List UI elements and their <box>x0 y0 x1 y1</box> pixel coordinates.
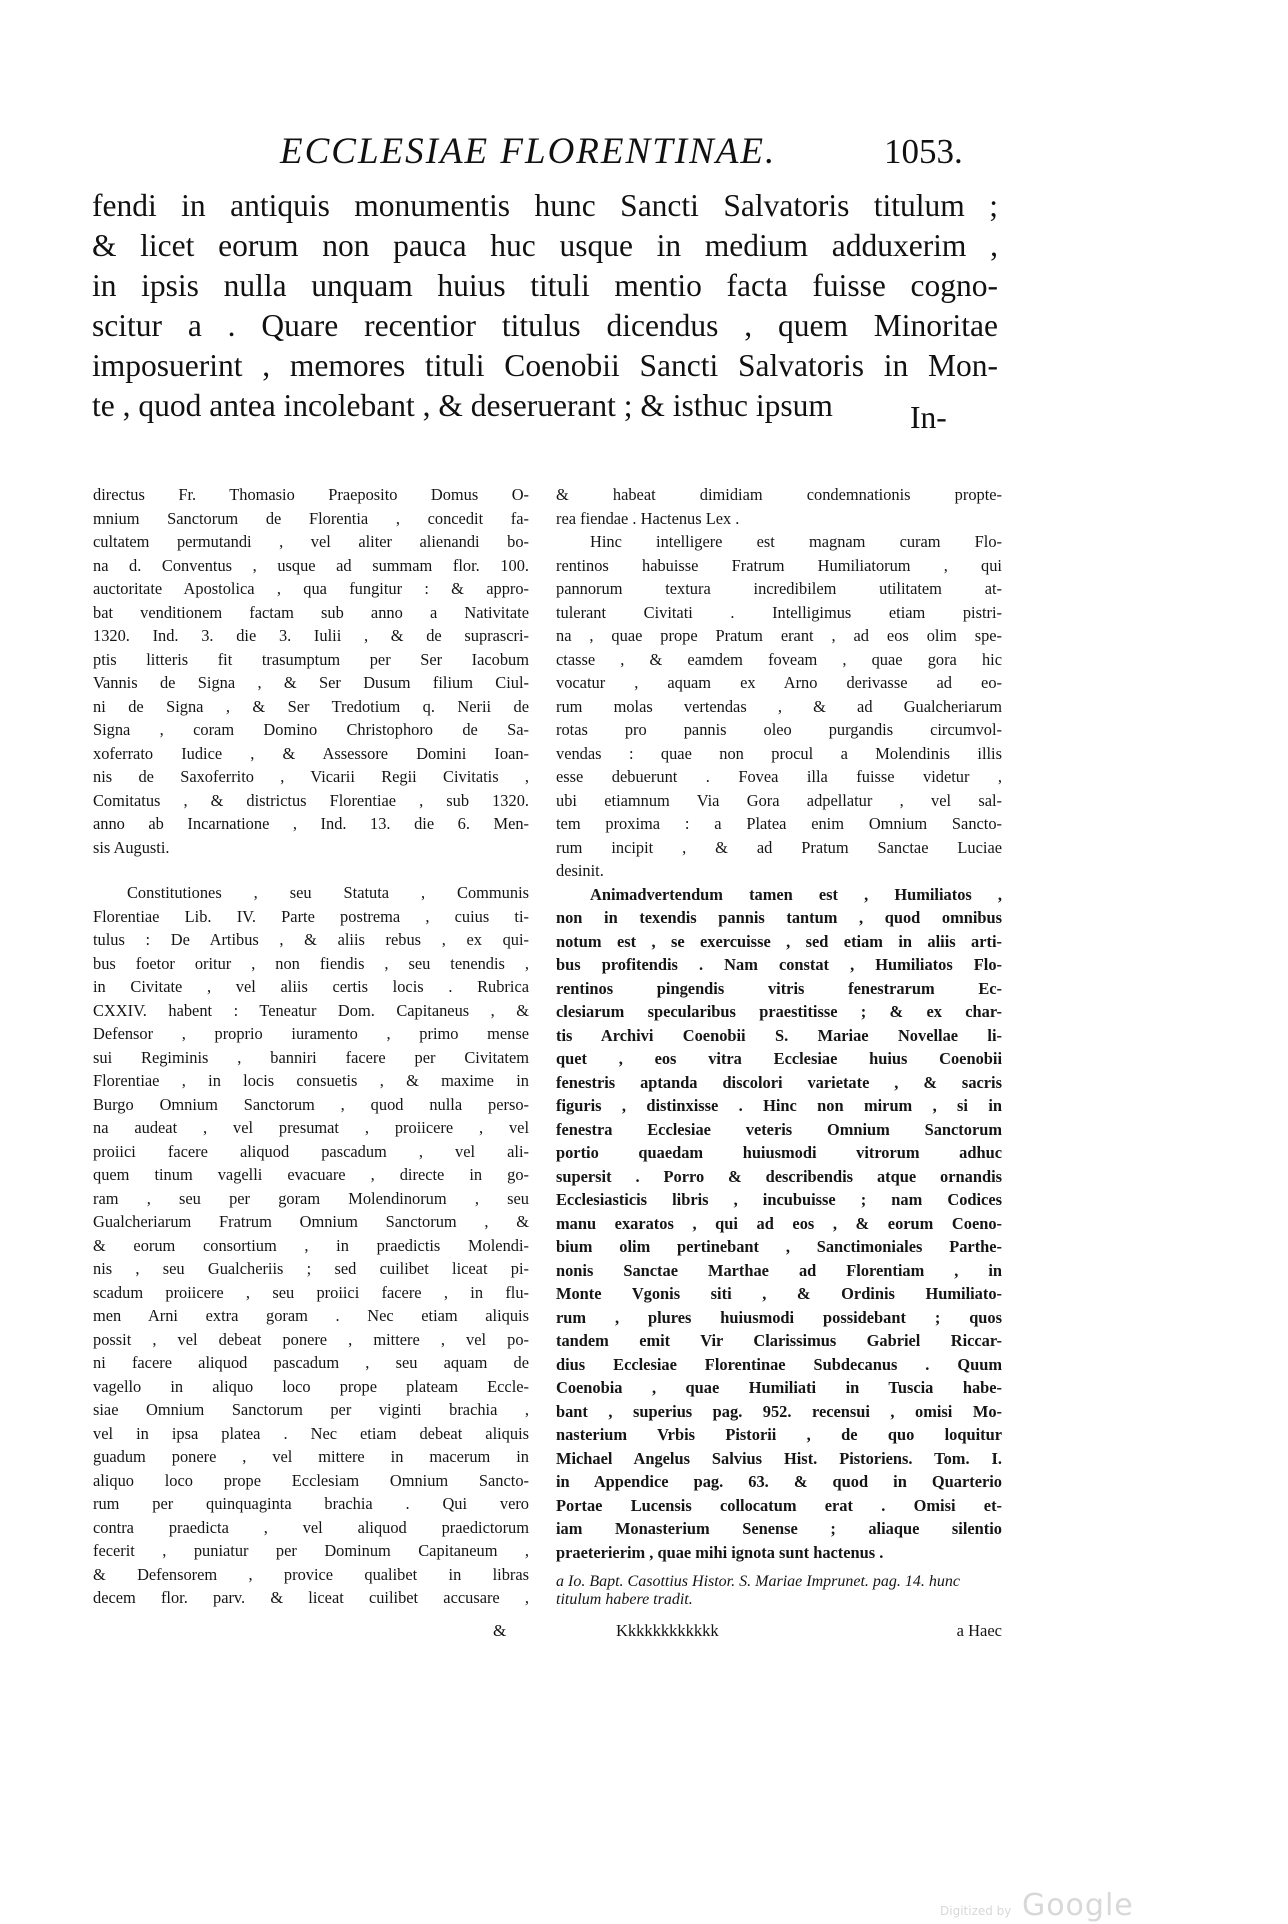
left-column-line: aliquo loco prope Ecclesiam Omnium Sancto- <box>93 1470 529 1490</box>
left-column-line: Constitutiones , seu Statuta , Communis <box>127 883 529 902</box>
right-column-line: Hinc intelligere est magnam curam Flo- <box>590 532 1002 551</box>
left-column-line: rum per quinquaginta brachia . Qui vero <box>93 1494 529 1513</box>
right-column-line: rea fiendae . Hactenus Lex . <box>556 508 740 528</box>
right-column-line: pannorum textura incredibilem utilitatem at- <box>556 579 1002 598</box>
paragraph-gap <box>93 859 529 881</box>
right-column-line: Animadvertendum tamen est , Humiliatos , <box>590 884 1002 904</box>
left-column-line: ni facere aliquod pascadum , seu aquam de <box>93 1353 529 1372</box>
signature-mark: Kkkkkkkkkkkk <box>616 1621 719 1640</box>
left-column-line: Defensor , proprio iuramento , primo mense <box>93 1024 529 1043</box>
left-column-line: Vannis de Signa , & Ser Dusum filium Ciul- <box>93 673 529 692</box>
footnote: a Io. Bapt. Casottius Histor. S. Mariae Imprunet. pag. 14. hunc titulum habere tradit. <box>556 1573 960 1608</box>
right-column-line: nasterium Vrbis Pistorii , de quo loquitur <box>556 1425 1002 1444</box>
right-column-line: dius Ecclesiae Florentinae Subdecanus . Quum <box>556 1354 1002 1374</box>
main-catchword: In- <box>910 400 947 435</box>
left-column-line: Florentiae Lib. IV. Parte postrema , cuius ti- <box>93 906 529 926</box>
left-column-line: Signa , coram Domino Christophoro de Sa- <box>93 720 529 739</box>
right-column-line: desinit. <box>556 861 604 880</box>
left-column-line: decem flor. parv. & liceat cuilibet accusare , <box>93 1588 529 1607</box>
right-column-line: in Appendice pag. 63. & quod in Quarterio <box>556 1472 1002 1491</box>
left-column-line: proiici facere aliquod pascadum , vel ali- <box>93 1141 529 1161</box>
right-column-line: vocatur , aquam ex Arno derivasse ad eo- <box>556 673 1002 692</box>
right-column-line: tulerant Civitati . Intelligimus etiam pistri- <box>556 602 1002 622</box>
right-column-line: non in texendis pannis tantum , quod omnibus <box>556 908 1002 927</box>
left-column-line: fecerit , puniatur per Dominum Capitaneum , <box>93 1541 529 1560</box>
watermark-logo-text: Google <box>1021 1888 1134 1923</box>
main-text-line: in ipsis nulla unquam huius tituli mentio facta fuisse cogno- <box>92 268 998 303</box>
right-column-line: nonis Sanctae Marthae ad Florentiam , in <box>556 1260 1002 1280</box>
left-column-line: na d. Conventus , usque ad summam flor. 100. <box>93 555 529 575</box>
left-column-line: Gualcheriarum Fratrum Omnium Sanctorum , & <box>93 1212 529 1231</box>
digitization-watermark <box>940 1888 1134 1923</box>
left-catchword: & <box>493 1621 507 1640</box>
right-column-line: tem proxima : a Platea enim Omnium Sancto- <box>556 814 1002 833</box>
right-column-line: figuris , distinxisse . Hinc non mirum , si in <box>556 1096 1002 1115</box>
right-catchword: a Haec <box>956 1621 1002 1640</box>
left-column-line: vel in ipsa platea . Nec etiam debeat aliquis <box>93 1423 529 1443</box>
left-column-line: sis Augusti. <box>93 837 170 857</box>
right-column <box>556 483 1002 1564</box>
right-column-line: supersit . Porro & describendis atque ornandis <box>556 1166 1002 1186</box>
left-column-line: possit , vel debeat ponere , mittere , vel po- <box>93 1329 529 1349</box>
left-column-line: ni de Signa , & Ser Tredotium q. Nerii de <box>93 696 529 716</box>
left-column-line: sui Regiminis , banniri facere per Civitatem <box>93 1047 529 1067</box>
left-column-line: auctoritate Apostolica , qua fungitur : & appro- <box>93 579 529 598</box>
right-column-line: quet , eos vitra Ecclesiae huius Coenobii <box>556 1049 1002 1068</box>
left-column-line: vagello in aliquo loco prope plateam Eccle- <box>93 1376 529 1396</box>
main-text-line: & licet eorum non pauca huc usque in medium adduxerim , <box>92 228 998 263</box>
left-column-line: tulus : De Artibus , & aliis rebus , ex qui- <box>93 930 529 949</box>
right-column-line: vendas : quae non procul a Molendinis illis <box>556 743 1002 763</box>
right-column-line: bium olim pertinebant , Sanctimoniales Parthe- <box>556 1237 1002 1256</box>
signature-line <box>556 1621 1002 1645</box>
left-column-line: ram , seu per goram Molendinorum , seu <box>93 1188 529 1208</box>
left-column-line: siae Omnium Sanctorum per viginti brachia , <box>93 1400 529 1419</box>
right-column-line: clesiarum specularibus praestitisse ; & ex char- <box>556 1002 1002 1021</box>
left-column-line: contra praedicta , vel aliquod praedictorum <box>93 1517 529 1537</box>
right-column-line: rum molas vertendas , & ad Gualcheriarum <box>556 696 1002 716</box>
left-column-line: na audeat , vel presumat , proiicere , vel <box>93 1118 529 1137</box>
main-text-line: imposuerint , memores tituli Coenobii Sancti Salvatoris in Mon- <box>92 348 998 383</box>
right-column-line: rentinos habuisse Fratrum Humiliatorum , qui <box>556 555 1002 575</box>
left-column-line: & eorum consortium , in praedictis Molendi- <box>93 1235 529 1255</box>
left-column-line: cultatem permutandi , vel aliter alienandi bo- <box>93 532 529 551</box>
right-column-line: rum , plures huiusmodi possidebant ; quos <box>556 1307 1002 1327</box>
right-column-line: Monte Vgonis siti , & Ordinis Humiliato- <box>556 1284 1002 1303</box>
right-column-line: Ecclesiasticis libris , incubuisse ; nam Codices <box>556 1190 1002 1209</box>
main-text-block <box>92 186 998 426</box>
right-column-line: na , quae prope Pratum erant , ad eos olim spe- <box>556 626 1002 645</box>
left-column-line: nis , seu Gualcheriis ; sed cuilibet liceat pi- <box>93 1259 529 1278</box>
left-column-line: men Arni extra goram . Nec etiam aliquis <box>93 1306 529 1325</box>
running-title: ECCLESIAE FLORENTINAE. <box>280 131 777 172</box>
main-text-line: fendi in antiquis monumentis hunc Sancti Salvatoris titulum ; <box>92 188 998 223</box>
right-column-line: & habeat dimidiam condemnationis propte- <box>556 485 1002 504</box>
right-column-line: bant , superius pag. 952. recensui , omisi Mo- <box>556 1401 1002 1421</box>
right-column-line: Michael Angelus Salvius Hist. Pistoriens. Tom. I. <box>556 1448 1002 1468</box>
right-column-line: notum est , se exercuisse , sed etiam in aliis arti- <box>556 931 1002 951</box>
left-column-line: xoferrato Iudice , & Assessore Domini Ioan- <box>93 743 529 763</box>
left-column <box>93 483 529 1610</box>
left-column-line: bus foetor oritur , non fiendis , seu tenendis , <box>93 953 529 973</box>
left-column-line: mnium Sanctorum de Florentia , concedit fa- <box>93 508 529 528</box>
right-column-line: ctasse , & eamdem foveam , quae gora hic <box>556 649 1002 669</box>
right-column-line: tandem emit Vir Clarissimus Gabriel Riccar- <box>556 1331 1002 1350</box>
left-column-line: directus Fr. Thomasio Praeposito Domus O- <box>93 485 529 504</box>
right-column-line: rotas pro pannis oleo purgandis circumvol- <box>556 720 1002 739</box>
main-text-line: te , quod antea incolebant , & deseruerant ; & isthuc ipsum <box>92 388 833 423</box>
watermark-small-text: Digitized by <box>940 1904 1012 1918</box>
left-column-line: CXXIV. habent : Teneatur Dom. Capitaneus , & <box>93 1000 529 1020</box>
main-text-line: scitur a . Quare recentior titulus dicendus , quem Minoritae <box>92 308 998 343</box>
left-column-line: & Defensorem , provice qualibet in libras <box>93 1564 529 1584</box>
left-column-line: quem tinum vagelli evacuare , directe in go- <box>93 1165 529 1184</box>
right-column-line: manu exaratos , qui ad eos , & eorum Coeno- <box>556 1213 1002 1233</box>
right-column-line: tis Archivi Coenobii S. Mariae Novellae li- <box>556 1025 1002 1045</box>
right-column-line: bus profitendis . Nam constat , Humiliatos Flo- <box>556 955 1002 974</box>
left-column-line: bat venditionem factam sub anno a Nativitate <box>93 602 529 622</box>
right-column-line: fenestris aptanda discolori varietate , & sacris <box>556 1072 1002 1092</box>
left-column-line: in Civitate , vel aliis certis locis . Rubrica <box>93 977 529 996</box>
right-column-line: fenestra Ecclesiae veteris Omnium Sanctorum <box>556 1119 1002 1139</box>
page-number: 1053. <box>884 132 963 171</box>
left-column-line: nis de Saxoferrito , Vicarii Regii Civitatis , <box>93 767 529 786</box>
right-column-line: Coenobia , quae Humiliati in Tuscia habe- <box>556 1378 1002 1397</box>
right-column-line: portio quaedam huiusmodi vitrorum adhuc <box>556 1143 1002 1162</box>
left-column-line: Comitatus , & districtus Florentiae , sub 1320. <box>93 790 529 810</box>
right-column-line: ubi etiamnum Via Gora adpellatur , vel sal- <box>556 790 1002 810</box>
left-column-line: Florentiae , in locis consuetis , & maxime in <box>93 1071 529 1090</box>
left-column-line: 1320. Ind. 3. die 3. Iulii , & de suprascri- <box>93 626 529 645</box>
right-column-line: Portae Lucensis collocatum erat . Omisi et- <box>556 1495 1002 1515</box>
right-column-line: rentinos pingendis vitris fenestrarum Ec- <box>556 978 1002 998</box>
running-head <box>0 130 1288 180</box>
right-column-line: esse debuerunt . Fovea illa fuisse videtur , <box>556 767 1002 786</box>
right-column-line: praeterierim , quae mihi ignota sunt hactenus . <box>556 1542 884 1562</box>
left-column-line: scadum proiicere , seu proiici facere , in flu- <box>93 1282 529 1302</box>
left-column-line: guadum ponere , vel mittere in macerum in <box>93 1447 529 1466</box>
left-column-line: anno ab Incarnatione , Ind. 13. die 6. Men- <box>93 814 529 833</box>
right-column-line: rum incipit , & ad Pratum Sanctae Luciae <box>556 837 1002 857</box>
left-column-line: ptis litteris fit trasumptum per Ser Iacobum <box>93 649 529 669</box>
right-column-line: iam Monasterium Senense ; aliaque silentio <box>556 1519 1002 1538</box>
left-column-line: Burgo Omnium Sanctorum , quod nulla perso- <box>93 1094 529 1114</box>
